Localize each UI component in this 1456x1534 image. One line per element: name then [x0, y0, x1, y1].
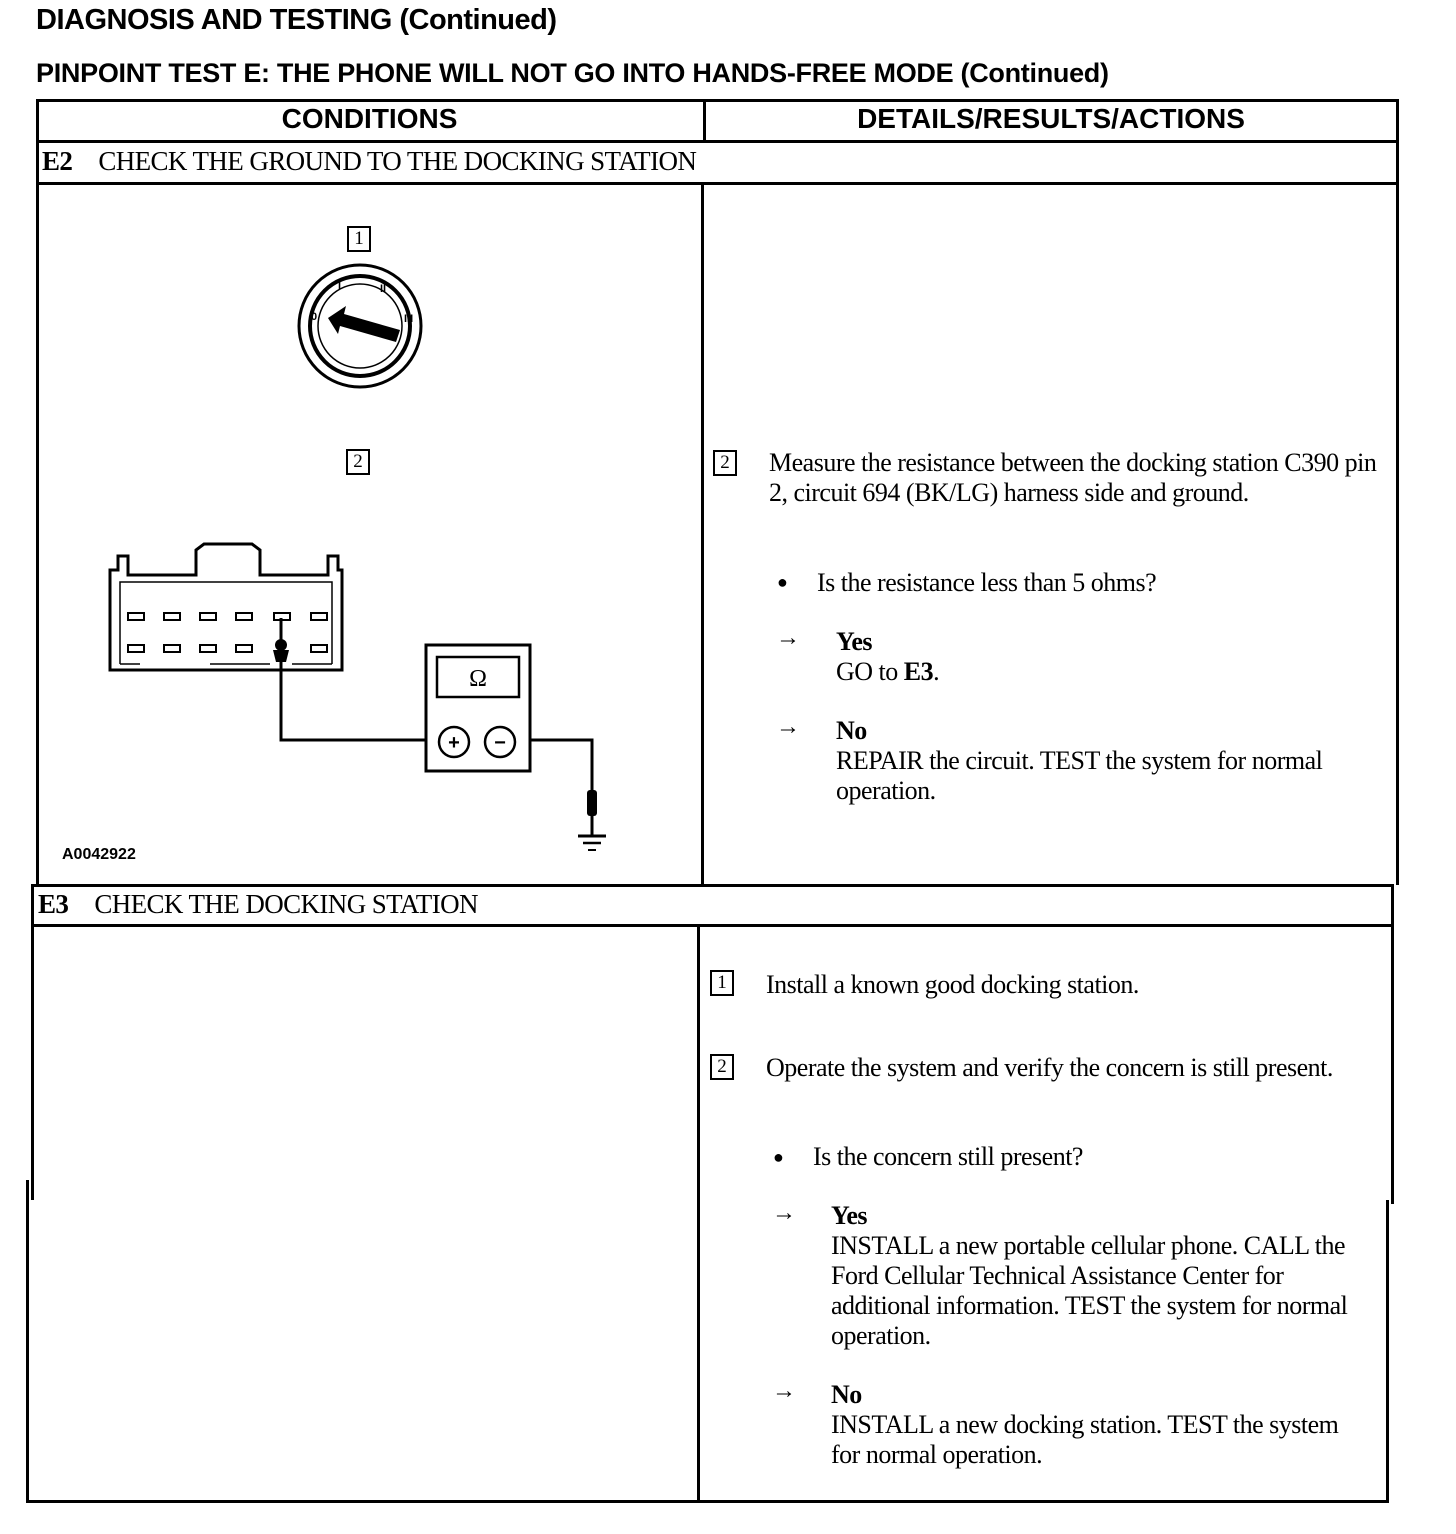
e3-step-1-text: Install a known good docking station. — [766, 970, 1139, 999]
e3-step-2-box: 2 — [710, 1054, 734, 1080]
e3-no-label: No — [831, 1380, 862, 1409]
e2-no-action: REPAIR the circuit. TEST the system for normal operation. — [836, 746, 1323, 805]
probe-tip-icon — [273, 650, 289, 662]
svg-text:I: I — [338, 280, 342, 292]
e2-yes-result — [836, 627, 1376, 687]
ohmmeter-icon — [426, 645, 530, 771]
svg-text:III: III — [404, 313, 414, 325]
bullet-icon: ● — [777, 572, 788, 592]
arrow-icon: → — [776, 625, 800, 651]
e3-row-header — [38, 889, 478, 920]
e3-no-action: INSTALL a new docking station. TEST the system for normal operation. — [831, 1410, 1339, 1469]
e3-step-1-box: 1 — [710, 970, 734, 996]
e3-yes-label: Yes — [831, 1201, 868, 1230]
e3-title: CHECK THE DOCKING STATION — [94, 889, 478, 919]
figure-id: A0042922 — [62, 846, 136, 863]
plus-terminal: + — [448, 732, 460, 754]
e2-code: E2 — [42, 146, 73, 176]
conditions-column-header: CONDITIONS — [281, 103, 458, 134]
callout-2-box: 2 — [346, 449, 370, 475]
bullet-icon: ● — [773, 1147, 784, 1167]
e2-yes-action-prefix: GO to — [836, 657, 904, 686]
ohm-symbol: Ω — [469, 666, 487, 692]
e3-yes-result — [831, 1201, 1383, 1351]
ignition-switch-icon — [299, 265, 421, 387]
e2-title: CHECK THE GROUND TO THE DOCKING STATION — [98, 146, 697, 176]
e3-no-result — [831, 1380, 1361, 1470]
e2-yes-label: Yes — [836, 627, 873, 656]
arrow-icon: → — [776, 714, 800, 740]
arrow-icon: → — [772, 1200, 796, 1226]
e3-question: Is the concern still present? — [813, 1142, 1083, 1171]
e2-step-2-box: 2 — [713, 450, 737, 476]
e3-code: E3 — [38, 889, 69, 919]
e2-question: Is the resistance less than 5 ohms? — [817, 568, 1157, 597]
arrow-icon: → — [772, 1378, 796, 1404]
callout-1-box: 1 — [347, 226, 371, 252]
e3-step-2-text: Operate the system and verify the concern is still present. — [766, 1053, 1333, 1082]
e2-no-result — [836, 716, 1356, 806]
details-column-header: DETAILS/RESULTS/ACTIONS — [857, 103, 1245, 134]
e2-step-2-text: Measure the resistance between the docking station C390 pin 2, circuit 694 (BK/LG) harness side and ground. — [769, 448, 1377, 507]
docking-connector-icon — [110, 544, 342, 670]
svg-text:0: 0 — [311, 311, 318, 323]
ground-icon — [578, 790, 606, 850]
e2-no-label: No — [836, 716, 867, 745]
pinpoint-test-title: PINPOINT TEST E: THE PHONE WILL NOT GO INTO HANDS-FREE MODE (Continued) — [36, 58, 1109, 88]
e3-yes-action: INSTALL a new portable cellular phone. CALL the Ford Cellular Technical Assistance Center for additional information. TEST the system for normal operation. — [831, 1231, 1348, 1350]
svg-text:II: II — [380, 283, 387, 295]
minus-terminal: − — [494, 732, 506, 754]
document-title: DIAGNOSIS AND TESTING (Continued) — [36, 4, 557, 36]
e2-yes-action-suffix: . — [933, 657, 940, 686]
e2-yes-action-target: E3 — [903, 657, 934, 686]
